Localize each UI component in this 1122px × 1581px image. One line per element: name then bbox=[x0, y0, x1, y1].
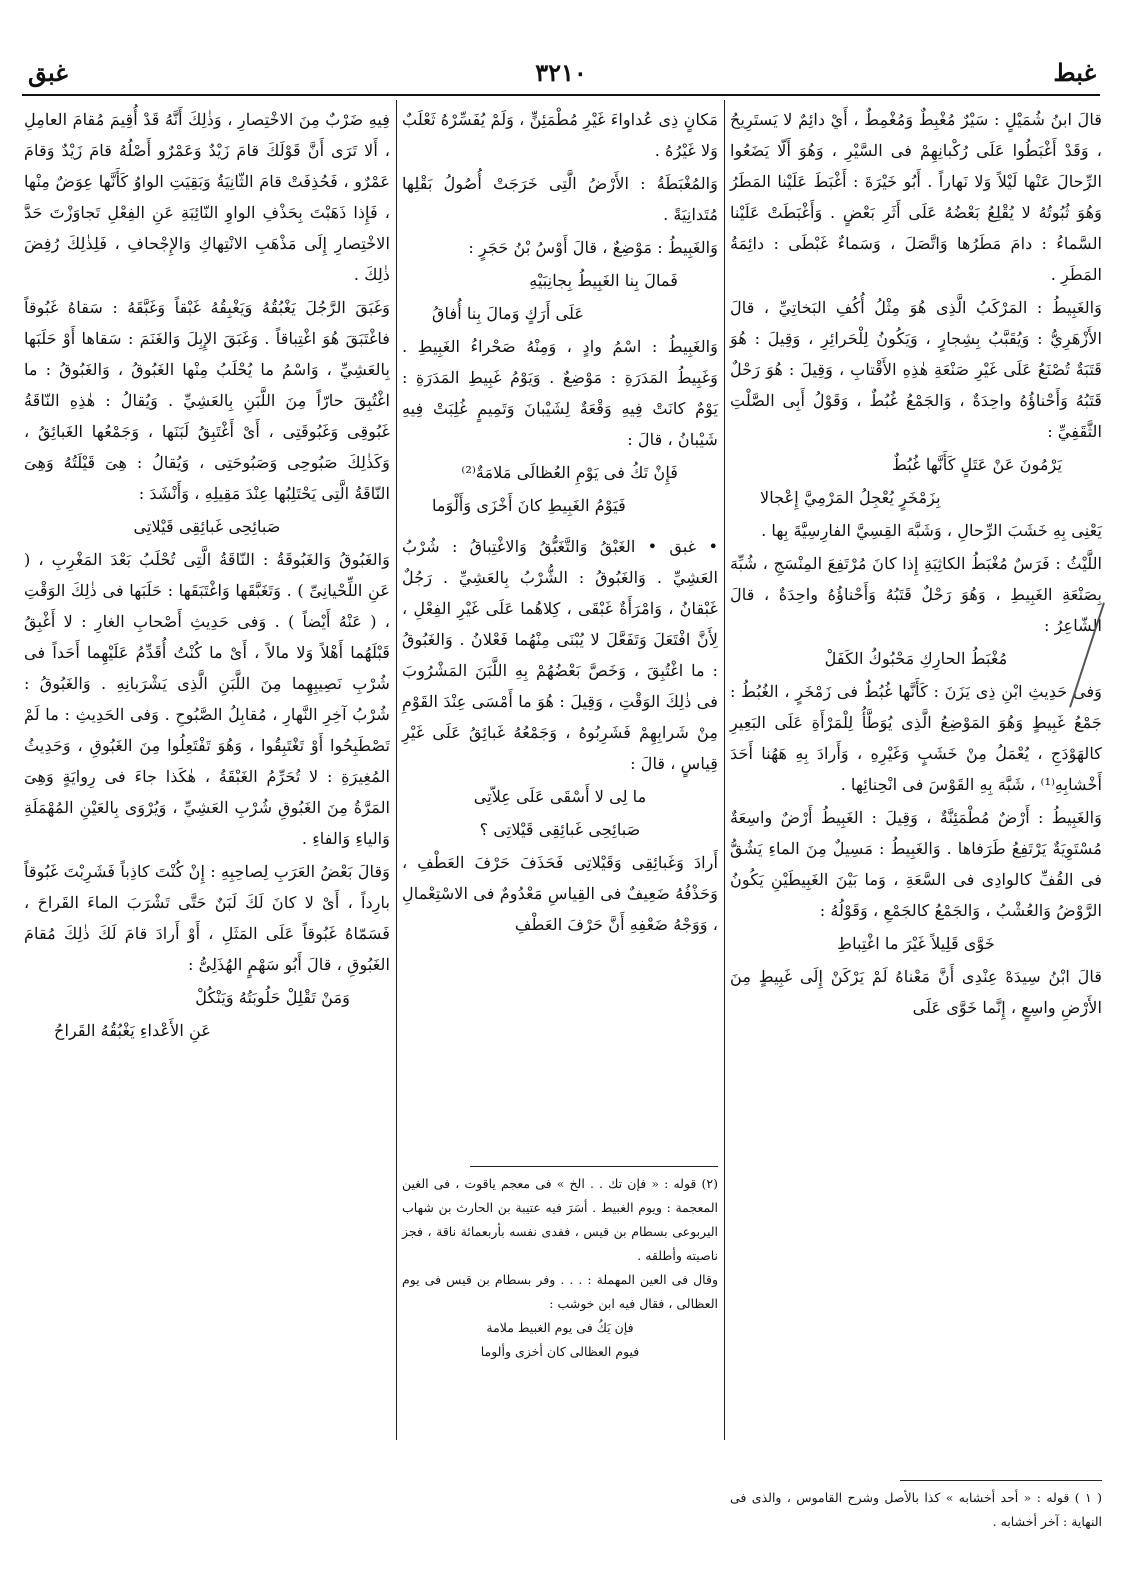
paragraph: وَالغَبُوقُ وَالغَبُوقَةُ : النّاقَةُ الَّتِى تُحْلَبُ بَعْدَ المَغْرِبِ ، ( عَنِ اللِّحْيانِىِّ ) . وَتَغَبَّقَها وَاغْتَبَقَها : حَلَبَها فى ذٰلِكَ الوَقْتِ ، ( عَنْهُ أَيْضاً ) . وَفى حَدِيثِ أَصْحابِ الغارِ : لا أَغْبِقُ قَبْلَهُما أَهْلاً وَلا مالاً ، أَىْ ما كُنْتُ أُقَدِّمُ عَلَيْهِما أَحَداً فى شُرْبِ نَصِيبِهِما مِنَ اللَّبَنِ الَّذِى يَشْرَبانِهِ . وَالغَبُوقُ : شُرْبُ آخِرِ النَّهارِ ، مُقابِلُ الصَّبُوحِ . وَفى الحَدِيثِ : ما لَمْ تَصْطَبِحُوا أَوْ تَغْتَبِقُوا ، وَهُوَ تَفْتَعِلُوا مِنَ الغَبُوقِ ، وَحَدِيثُ المُغِيرَةِ : لا تُحَرِّمُ الغَبْقَةُ ، هٰكَذا جاءَ فى رِوايَةٍ وَهِىَ المَرَّةُ مِنَ الغَبُوقِ شُرْبِ العَشِيِّ ، وَيُرْوَى بِالعَيْنِ المُهْمَلَةِ وَالياءِ وَالفاءِ . bbox=[24, 550, 390, 848]
paragraph: وَالغَبِيطُ : أَرْضٌ مُطْمَئِنَّةٌ ، وَقِيلَ : الغَبِيطُ أَرْضٌ واسِعَةٌ مُسْتَوِيَةٌ يَرْتَفِعُ طَرَفاها . وَالغَبِيطُ : مَسِيلٌ مِنَ الماءِ يَشُقُّ فى القُفِّ كالوادِى فى السَّعَةِ ، وَما بَيْنَ الغَبِيطَيْنِ يَكُونُ الرَّوْضُ وَالعُشْبُ ، وَالجَمْعُ كالجَمْعِ ، وَقَوْلُهُ : bbox=[730, 808, 1102, 920]
verse-line: عَلَى أَرَكٍ وَمالَ بِنا أُفاقُ bbox=[432, 304, 584, 323]
paragraph: أَرادَ وَغَبائِقِى وَقَيْلاتِى فَحَذَفَ حَرْفَ العَطْفِ ، وَحَذْفُهُ ضَعِيفٌ فى القِياسِ مَعْدُومٌ فى الاسْتِعْمالِ ، وَوَجْهُ ضَعْفِهِ أَنَّ حَرْفَ العَطْفِ bbox=[402, 853, 718, 934]
paragraph: وَالمُغْبَطَةُ : الأَرْضُ الَّتِى خَرَجَتْ أُصُولُ بَقْلِها مُتَدانِيَةً . bbox=[402, 174, 718, 224]
left-column bbox=[24, 104, 390, 1574]
paragraph: وَغَبَقَ الرَّجُلَ يَغْبُقُهُ وَيَغْبِقُهُ غَبْقاً وَغَبَّقَهُ : سَقاهُ غَبُوقاً فاغْتَبَقَ هُوَ اغْتِباقاً . وَغَبَقَ الإِبِلَ وَالغَنَمَ : سَقاها أَوْ حَلَبَها بِالعَشِيِّ ، وَاسْمُ ما يُحْلَبُ مِنْها الغَبُوقُ ، وَالغَبُوقُ : ما اغْتُبِقَ حارّاً مِنَ اللَّبَنِ بِالعَشِيِّ . وَيُقالُ : هٰذِهِ النّاقَةُ غَبُوقِى وَغَبُوقَتِى ، أَىْ أَغْتَبِقُ لَبَنَها ، وَجَمْعُها الغَبائِقُ ، وَكَذٰلِكَ صَبُوحِى وَصَبُوحَتِى ، وَيُقالُ : هِىَ قَيْلَتُهُ وَهِىَ النّاقَةُ الَّتِى يَحْتَلِبُها عِنْدَ مَقِيلِهِ ، وَأَنْشَدَ : bbox=[24, 298, 390, 503]
verse-line: فَمالَ بِنا الغَبِيطُ بِجانِبَيْهِ bbox=[529, 271, 678, 290]
footnote-paragraph: ( ١ ) قوله : « أحد أخشابه » كذا بالأصل وشرح القاموس ، والذى فى النهاية : آخر أخشابه . bbox=[730, 1490, 1102, 1529]
paragraph: اللَّيْثُ : فَرَسٌ مُغْبَطُ الكاثِبَةِ إِذا كانَ مُرْتَفِعَ المِنْسَجِ ، شُبِّهَ بِصَنْعَةِ الغَبِيطِ ، وَهُوَ رَحْلٌ قَتَبُهُ وَأَحْناؤُهُ واحِدَةٌ ، قالَ الشّاعِرُ : bbox=[730, 554, 1102, 635]
footnote-right bbox=[730, 1486, 1102, 1546]
page-number: ٣٢١٠ bbox=[535, 58, 587, 87]
footnote-middle bbox=[402, 1172, 718, 1472]
right-column bbox=[730, 104, 1102, 1354]
paragraph: وَالغَبِيطُ : المَرْكَبُ الَّذِى هُوَ مِثْلُ أُكُفِ البَخاتِيِّ ، قالَ الأَزْهَرِيُّ : وَيُقَبَّبُ بِشِجارٍ ، وَيَكُونُ لِلْحَرائِرِ ، وَقِيلَ : هُوَ قَتَبَةٌ تُصْنَعُ عَلَى غَيْرِ صَنْعَةِ هٰذِهِ الأَقْتابِ ، وَقِيلَ : هُوَ رَحْلٌ قَتَبُهُ وَأَحْناؤُهُ واحِدَةٌ ، وَالجَمْعُ غُبُطٌ ، وَقَوْلُ أَبِى الصَّلْتِ الثَّقَفِيِّ : bbox=[730, 298, 1102, 441]
paragraph: وَالغَبِيطُ : مَوْضِعٌ ، قالَ أَوْسُ بْنُ حَجَرٍ : bbox=[468, 238, 718, 257]
footnote-verse: فيوم العظالى كان أخزى وألوما bbox=[480, 1344, 640, 1359]
footnote-rule bbox=[900, 1480, 1102, 1481]
footnote-paragraph: (٢) قوله : « فإن تك . . الخ » فى معجم ياقوت ، فى الغين المعجمة : ويوم الغبيط . أسَرَ فيه عتيبة بن الحارث بن شهاب اليربوعى بسطام بن قيس ، ففدى نفسه بأربعمائة ناقة ، فجز ناصيته وأطلقه . bbox=[402, 1176, 718, 1263]
footnote-rule bbox=[470, 1166, 718, 1167]
paragraph: وَالغَبِيطُ : اسْمُ وادٍ ، وَمِنْهُ صَحْراءُ الغَبِيطِ . وَغَبِيطُ المَدَرَةِ : مَوْضِعٌ . وَيَوْمُ غَبِيطِ المَدَرَةِ : يَوْمٌ كانَتْ فِيهِ وَقْعَةٌ لِشَيْبانَ وَتَمِيمٍ غُلِبَتْ فِيهِ شَيْبانُ ، قالَ : bbox=[402, 337, 718, 449]
verse-line: بِزَمْخَرٍ يُعْجِلُ المَرْمِيَّ إِعْجالا bbox=[760, 488, 941, 507]
paragraph: فِيهِ ضَرْبٌ مِنَ الاخْتِصارِ ، وَذٰلِكَ أَنَّهُ قَدْ أُقِيمَ مُقامَ العامِلِ ، أَلا تَرَى أَنَّ قَوْلَكَ قامَ زَيْدٌ وَعَمْرٌو أَصْلُهُ قامَ زَيْدٌ وَقامَ عَمْرٌو ، فَحُذِفَتْ قامَ الثّانِيَةُ وَبَقِيَتِ الواوُ كَأَنَّها عِوَضٌ مِنْها ، فَإِذا ذَهَبْتَ بِحَذْفِ الواوِ النّائِبَةِ عَنِ الفِعْلِ تَجاوَزْتَ حَدَّ الاخْتِصارِ إِلَى مَذْهَبِ الانْتِهاكِ وَالإِجْحافِ ، فَلِذٰلِكَ رُفِضَ ذٰلِكَ . bbox=[24, 110, 390, 284]
verse-line: عَنِ الأَعْداءِ يَغْبُقُهُ القَراحُ bbox=[54, 1021, 211, 1040]
verse-line: خَوَّى قَلِيلاً غَيْرَ ما اغْتِباطِ bbox=[837, 934, 995, 953]
footnote-paragraph: وقال فى العين المهملة : . . . وفر بسطام بن قيس فى يوم العظالى ، فقال فيه ابن خوشب : bbox=[402, 1272, 718, 1311]
verse-line: صَبائِحِى غَبائِقِى قَيْلاتِى bbox=[133, 517, 281, 536]
header-right-word: غبط bbox=[1053, 58, 1096, 87]
verse-line: صَبائِحِى غَبائِقِى قَيْلاتِى ؟ bbox=[479, 820, 641, 839]
header-left-word: غبق bbox=[28, 58, 68, 87]
verse-line: وَمَنْ تَقْلِلْ حَلُوبَتُهُ وَيَنْكُلْ bbox=[195, 988, 350, 1007]
entry-paragraph: • غبق • الغَبْقُ وَالتَّغَبُّقُ وَالاغْتِباقُ : شُرْبُ العَشِيِّ . وَالغَبُوقُ : الشُّرْبُ بِالعَشِيِّ . رَجُلٌ غَبْقانُ ، وَامْرَأَةٌ غَبْقَى ، كِلاهُما عَلَى غَيْرِ الفِعْلِ ، لِأَنَّ افْتَعَلَ وَتَفَعَّلَ لا يُبْنَى مِنْهُما فَعْلانُ . وَالغَبُوقُ : ما اغْتُبِقَ ، وَخَصَّ بَعْضُهُمْ بِهِ اللَّبَنَ المَشْرُوبَ فى ذٰلِكَ الوَقْتِ ، وَقِيلَ : هُوَ ما أَمْسَى عِنْدَ القَوْمِ مِنْ شَرابِهِمْ فَشَرِبُوهُ ، وَجَمْعُهُ غَبائِقُ عَلَى غَيْرِ قِياسٍ ، قالَ : bbox=[402, 537, 718, 773]
footnote-verse: فإن يَكُ فى يوم الغبيط ملامة bbox=[486, 1320, 634, 1335]
verse-line: ما لِى لا أَسْقَى عَلَى عِلاّتِى bbox=[473, 787, 647, 806]
paragraph: وَفى حَدِيثِ ابْنِ ذِى يَزَنَ : كَأَنَّها غُبُطٌ فى زَمْخَرٍ ، الغُبُطُ : جَمْعُ غَبِيطٍ وَهُوَ المَوْضِعُ الَّذِى يُوَطَّأُ لِلْمَرْأَةِ عَلَى البَعِيرِ كالهَوْدَجِ ، يُعْمَلُ مِنْ خَشَبٍ وَغَيْرِهِ ، وَأَرادَ بِهِ هَهُنا أَحَدَ أَخْشابِهِ⁽¹⁾ ، شَبَّهَ بِهِ القَوْسَ فى انْحِنائِها . bbox=[730, 682, 1102, 794]
page-header bbox=[22, 56, 1100, 96]
verse-line: مُغْبَطُ الحارِكِ مَحْبُوكُ الكَفَلْ bbox=[824, 649, 1008, 668]
paragraph: يَعْنِى بِهِ خَشَبَ الرِّحالِ ، وَشَبَّهَ القِسِيَّ الفارِسِيَّةَ بِها . bbox=[761, 521, 1102, 540]
verse-line: يَرْمُونَ عَنْ عَتَلٍ كَأَنَّها غُبُطٌ bbox=[892, 455, 1062, 474]
verse-line: فَيَوْمُ الغَبِيطِ كانَ أَخْزَى وَأَلْوَما bbox=[432, 496, 626, 515]
paragraph: قالَ ابنُ شُمَيْلٍ : سَيْرٌ مُغْبِطٌ وَمُغْمِطٌ ، أَيْ دائِمٌ لا يَستَرِيحُ ، وَقَدْ أَغْبَطُوا عَلَى رُكْبانِهِمْ فى السَّيْرِ ، وَهُوَ أَلّا يَضَعُوا الرِّحالَ عَنْها لَيْلاً وَلا نَهاراً . أَبُو خَيْرَةَ : أَغْبَطَ عَلَيْنا المَطَرُ وَهُوَ ثُبُوتُهُ لا يُقْلِعُ بَعْضُهُ عَلَى أَثَرِ بَعْضٍ . وَأَغْبَطَتْ عَلَيْنا السَّماءُ : دامَ مَطَرُها وَاتَّصَلَ ، وَسَماءٌ غَبْطَى : دائِمَةُ المَطَرِ . bbox=[730, 110, 1102, 284]
paragraph: قالَ ابْنُ سِيدَهْ عِنْدِى أَنَّ مَعْناهُ لَمْ يَرْكَنْ إِلَى غَبِيطٍ مِنَ الأَرْضِ واسِعٍ ، إِنَّما خَوَّى عَلَى bbox=[730, 967, 1102, 1017]
verse-line: فَإِنْ تَكُ فى يَوْمِ العُظالَى مَلامَةٌ⁽²⁾ bbox=[461, 463, 678, 482]
paragraph: وَقالَ بَعْضُ العَرَبِ لِصاحِبِهِ : إِنْ كُنْتَ كاذِباً فَشَرِبْتَ غَبُوقاً بارِداً ، أَىْ لا كانَ لَكَ لَبَنٌ حَتَّى تَشْرَبَ الماءَ القَراحَ ، فَسَمّاهُ غَبُوقاً عَلَى المَثَلِ ، أَوْ أَرادَ قامَ لَكَ ذٰلِكَ مُقامَ الغَبُوقِ ، قالَ أَبُو سَهْمٍ الهُذَلِىُّ : bbox=[24, 862, 390, 974]
column-divider-right bbox=[724, 100, 725, 1440]
column-divider-left bbox=[396, 100, 397, 1440]
paragraph: مَكانٍ ذِى عُداواءَ غَيْرِ مُطْمَئِنٍّ ، وَلَمْ يُفَسِّرْهُ ثَعْلَبٌ وَلا غَيْرُهُ . bbox=[402, 110, 718, 160]
